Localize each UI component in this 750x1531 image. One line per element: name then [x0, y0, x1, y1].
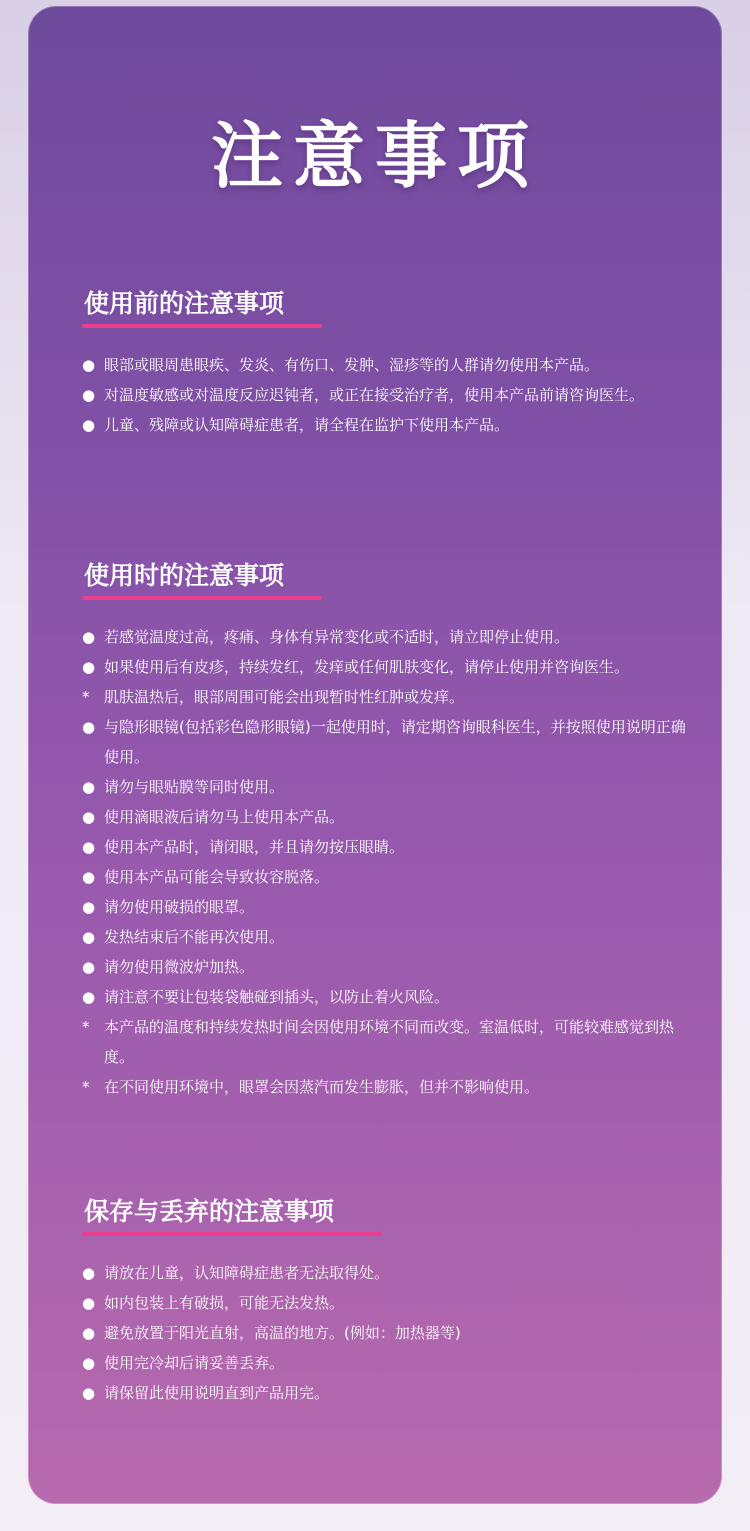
- item-text: 请勿使用微波炉加热。: [104, 958, 255, 976]
- bullet-icon: ●: [82, 778, 96, 796]
- item-text: 本产品的温度和持续发热时间会因使用环境不同而改变。室温低时，可能较难感觉到热度。: [104, 1018, 675, 1066]
- list-item: [82, 652, 692, 682]
- bullet-icon: ●: [82, 808, 96, 826]
- bullet-icon: ●: [82, 1294, 96, 1312]
- heading-underline: [82, 1232, 382, 1236]
- list-item: [82, 952, 692, 982]
- asterisk-icon: *: [82, 1018, 90, 1036]
- heading-underline: [82, 596, 322, 600]
- list-item: [82, 802, 692, 832]
- list-item: [82, 350, 692, 380]
- bullet-icon: ●: [82, 386, 96, 404]
- bullet-icon: ●: [82, 658, 96, 676]
- item-text: 如果使用后有皮疹，持续发红，发痒或任何肌肤变化，请停止使用并咨询医生。: [104, 658, 630, 676]
- section-storage-disposal: [82, 1192, 692, 1408]
- list-item: [82, 1012, 692, 1072]
- item-text: 使用本产品可能会导致妆容脱落。: [104, 868, 330, 886]
- notice-list: [82, 350, 692, 440]
- list-item: [82, 892, 692, 922]
- list-item: [82, 1378, 692, 1408]
- list-item: [82, 772, 692, 802]
- bullet-icon: ●: [82, 838, 96, 856]
- list-item: [82, 922, 692, 952]
- section-before-use: [82, 284, 692, 440]
- list-item: [82, 862, 692, 892]
- notice-card: [28, 6, 722, 1504]
- bullet-icon: ●: [82, 416, 96, 434]
- list-item: [82, 1072, 692, 1102]
- bullet-icon: ●: [82, 1324, 96, 1342]
- list-item: [82, 1348, 692, 1378]
- notice-list: [82, 1258, 692, 1408]
- bullet-icon: ●: [82, 1264, 96, 1282]
- asterisk-icon: *: [82, 1078, 90, 1096]
- section-heading: 使用前的注意事项: [84, 289, 285, 318]
- bullet-icon: ●: [82, 718, 96, 736]
- list-item: [82, 982, 692, 1012]
- bullet-icon: ●: [82, 898, 96, 916]
- item-text: 对温度敏感或对温度反应迟钝者，或正在接受治疗者，使用本产品前请咨询医生。: [104, 386, 645, 404]
- asterisk-icon: *: [82, 688, 90, 706]
- list-item: [82, 712, 692, 772]
- item-text: 避免放置于阳光直射，高温的地方。(例如：加热器等): [104, 1324, 461, 1342]
- section-heading: 保存与丢弃的注意事项: [84, 1197, 335, 1226]
- bullet-icon: ●: [82, 868, 96, 886]
- item-text: 与隐形眼镜(包括彩色隐形眼镜)一起使用时，请定期咨询眼科医生，并按照使用说明正确使用。: [104, 718, 686, 766]
- list-item: [82, 380, 692, 410]
- item-text: 若感觉温度过高，疼痛、身体有异常变化或不适时，请立即停止使用。: [104, 628, 570, 646]
- item-text: 使用完冷却后请妥善丢弃。: [104, 1354, 285, 1372]
- item-text: 在不同使用环境中，眼罩会因蒸汽而发生膨胀，但并不影响使用。: [104, 1078, 540, 1096]
- list-item: [82, 622, 692, 652]
- item-text: 请放在儿童，认知障碍症患者无法取得处。: [104, 1264, 390, 1282]
- heading-underline: [82, 324, 322, 328]
- page-title: 注意事项: [210, 114, 539, 198]
- bullet-icon: ●: [82, 1354, 96, 1372]
- list-item: [82, 1318, 692, 1348]
- list-item: [82, 1288, 692, 1318]
- item-text: 发热结束后不能再次使用。: [104, 928, 285, 946]
- item-text: 如内包装上有破损，可能无法发热。: [104, 1294, 345, 1312]
- list-item: [82, 682, 692, 712]
- notice-list: [82, 622, 692, 1102]
- bullet-icon: ●: [82, 356, 96, 374]
- item-text: 请勿使用破损的眼罩。: [104, 898, 255, 916]
- item-text: 肌肤温热后，眼部周围可能会出现暂时性红肿或发痒。: [104, 688, 465, 706]
- bullet-icon: ●: [82, 958, 96, 976]
- bullet-icon: ●: [82, 928, 96, 946]
- list-item: [82, 410, 692, 440]
- item-text: 请保留此使用说明直到产品用完。: [104, 1384, 330, 1402]
- bullet-icon: ●: [82, 1384, 96, 1402]
- item-text: 使用本产品时，请闭眼，并且请勿按压眼睛。: [104, 838, 405, 856]
- bullet-icon: ●: [82, 628, 96, 646]
- section-during-use: [82, 556, 692, 1102]
- item-text: 儿童、残障或认知障碍症患者，请全程在监护下使用本产品。: [104, 416, 510, 434]
- section-heading: 使用时的注意事项: [84, 561, 285, 590]
- item-text: 请勿与眼贴膜等同时使用。: [104, 778, 285, 796]
- list-item: [82, 832, 692, 862]
- list-item: [82, 1258, 692, 1288]
- bullet-icon: ●: [82, 988, 96, 1006]
- item-text: 使用滴眼液后请勿马上使用本产品。: [104, 808, 345, 826]
- item-text: 请注意不要让包装袋触碰到插头，以防止着火风险。: [104, 988, 450, 1006]
- item-text: 眼部或眼周患眼疾、发炎、有伤口、发肿、湿疹等的人群请勿使用本产品。: [104, 356, 600, 374]
